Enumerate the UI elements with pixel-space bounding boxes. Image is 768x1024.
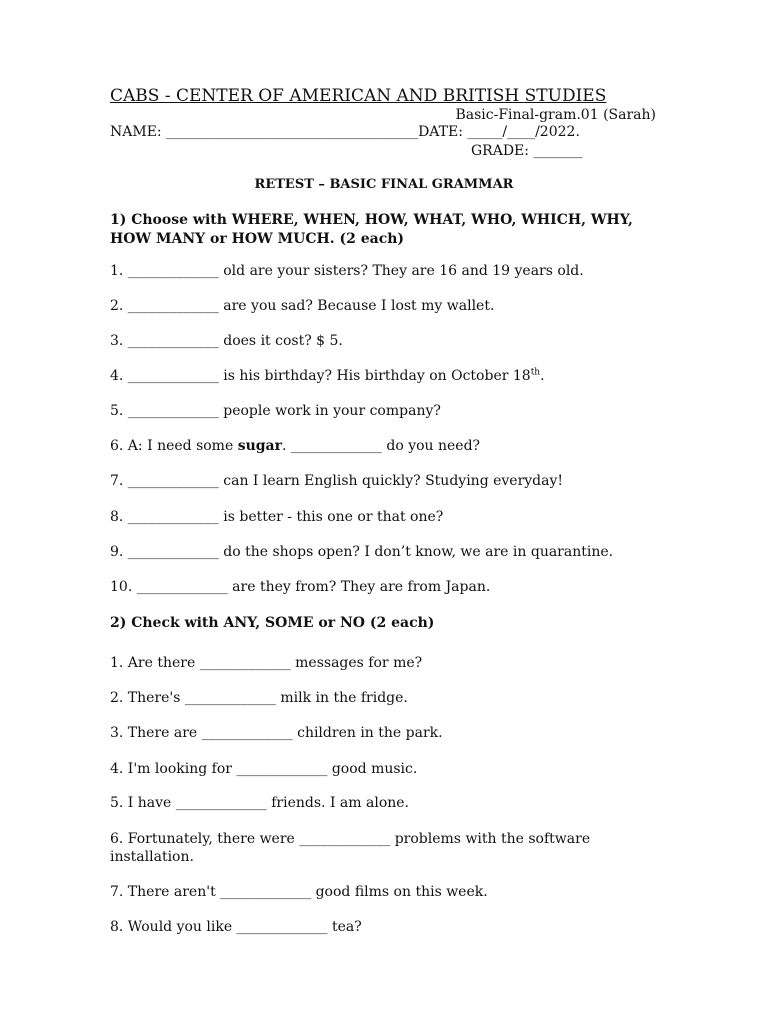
question-6-text: 6. A: I need some — [110, 438, 238, 454]
section1-question-3: 3. _____________ does it cost? $ 5. — [110, 333, 343, 349]
section2-question-4: 4. I'm looking for _____________ good music. — [110, 761, 418, 777]
section2-question-3: 3. There are _____________ children in the park. — [110, 725, 443, 741]
section2-question-8: 8. Would you like _____________ tea? — [110, 919, 362, 935]
name-date-line: NAME: ____________________________________DATE: _____/____/2022. — [110, 124, 580, 140]
question-6-rest: . _____________ do you need? — [282, 438, 481, 454]
section2-question-7: 7. There aren't _____________ good films on this week. — [110, 884, 488, 900]
question-6-bold-word: sugar — [237, 438, 282, 454]
grade-line: GRADE: _______ — [471, 143, 583, 159]
section2-question-1: 1. Are there _____________ messages for me? — [110, 655, 423, 671]
section2-question-6: 6. Fortunately, there were _____________ problems with the software installation. — [110, 831, 591, 865]
question-4-end: . — [540, 368, 545, 384]
section1-question-4 — [110, 368, 545, 384]
section1-question-6 — [110, 438, 480, 454]
section1-question-1: 1. _____________ old are your sisters? They are 16 and 19 years old. — [110, 263, 584, 279]
school-title: CABS - CENTER OF AMERICAN AND BRITISH STUDIES — [110, 86, 607, 106]
ordinal-suffix: th — [530, 367, 541, 378]
section1-question-10: 10. _____________ are they from? They are from Japan. — [110, 579, 491, 595]
section2-title: 2) Check with ANY, SOME or NO (2 each) — [110, 615, 435, 631]
section2-question-5: 5. I have _____________ friends. I am alone. — [110, 795, 410, 811]
section1-question-2: 2. _____________ are you sad? Because I lost my wallet. — [110, 298, 495, 314]
section1-question-7: 7. _____________ can I learn English quickly? Studying everyday! — [110, 473, 564, 489]
worksheet-code: Basic-Final-gram.01 (Sarah) — [455, 107, 656, 123]
section1-title: 1) Choose with WHERE, WHEN, HOW, WHAT, WHO, WHICH, WHY, HOW MANY or HOW MUCH. (2 each) — [110, 212, 633, 247]
section2-question-2: 2. There's _____________ milk in the fridge. — [110, 690, 408, 706]
question-4-text: 4. _____________ is his birthday? His birthday on October 18 — [110, 368, 531, 384]
section1-question-8: 8. _____________ is better - this one or that one? — [110, 509, 444, 525]
section1-question-9: 9. _____________ do the shops open? I don’t know, we are in quarantine. — [110, 544, 614, 560]
retest-title: RETEST – BASIC FINAL GRAMMAR — [254, 177, 514, 192]
section1-question-5: 5. _____________ people work in your company? — [110, 403, 441, 419]
